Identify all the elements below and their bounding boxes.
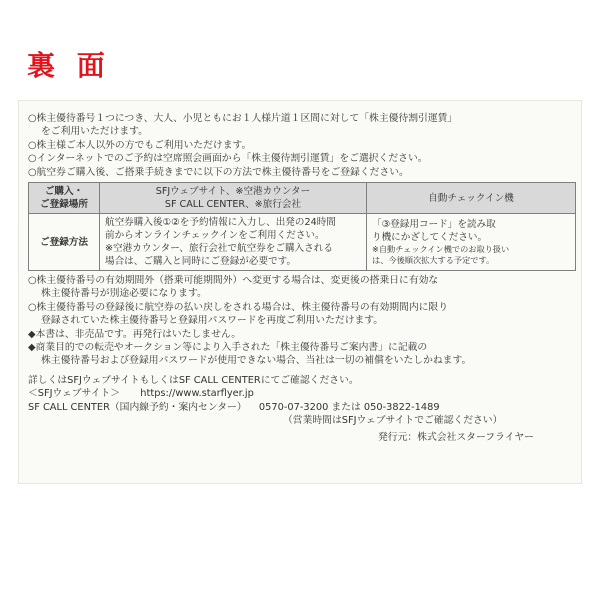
note-line: ○航空券ご購入後、ご搭乗手続きまでに以下の方法で株主優待番号をご登録ください。 xyxy=(28,166,409,178)
note-line: ○株主優待番号の有効期間外（搭乗可能期間外）へ変更する場合は、変更後の搭乗日に有効な xyxy=(28,275,439,287)
website-url[interactable]: https://www.starflyer.jp xyxy=(140,388,254,400)
website-label: ＜SFJウェブサイト＞ xyxy=(28,388,121,400)
table-header-row xyxy=(29,183,576,214)
web-counter-method: 航空券購入後①②を予約情報に入力し、出発の24時間 前からオンラインチェックインをご利用ください。 ※空港カウンター、旅行会社で航空券をご購入される 場合は、ご購入と同時にご登録が必要です。 xyxy=(100,214,367,271)
issuer: 発行元：株式会社スターフライヤー xyxy=(378,431,534,443)
note-line: ○インターネットでのご予約は空席照会画面から「株主優待割引運賃」をご選択ください。 xyxy=(28,153,428,165)
note-line: ○株主様ご本人以外の方でもご利用いただけます。 xyxy=(28,139,252,151)
call-center-numbers: 0570-07-3200 または 050-3822-1489 xyxy=(258,401,440,413)
note-line: 株主優待番号および登録用パスワードが使用できない場合、当社は一切の補償をいたしかねます。 xyxy=(41,355,472,367)
registration-table xyxy=(28,182,576,271)
purchase-place-header: ご購入・ ご登録場所 xyxy=(29,183,100,214)
registration-method-label: ご登録方法 xyxy=(29,214,100,271)
call-center-label: SF CALL CENTER（国内線予約・案内センター） xyxy=(28,401,247,413)
website-line xyxy=(28,387,576,400)
ticket-back-content xyxy=(28,112,576,444)
note-line: 登録されていた株主優待番号と登録用パスワードを再度ご利用いただけます。 xyxy=(41,315,384,327)
note-line: ◆本書は、非売品です。再発行はいたしません。 xyxy=(28,328,242,340)
call-center-line xyxy=(28,401,576,414)
web-counter-header: SFJウェブサイト、※空港カウンター SF CALL CENTER、※旅行会社 xyxy=(100,183,367,214)
note-line: ○株主優待番号１つにつき、大人、小児ともにお１人様片道１区間に対して「株主優待割引運賃」 xyxy=(28,113,458,124)
table-row xyxy=(29,214,576,271)
kiosk-method: 「③登録用コード」を読み取 り機にかざしてください。 ※自動チェックイン機でのお取り扱い は、今後順次拡大する予定です。 xyxy=(367,214,576,271)
page-heading: 裏 面 xyxy=(27,49,111,82)
call-center-hours: （営業時間はSFJウェブサイトでご確認ください） xyxy=(283,415,503,427)
note-line: ◆商業目的での転売やオークション等により入手された「株主優待番号ご案内書」に記載の xyxy=(28,342,428,354)
note-line: をご利用いただけます。 xyxy=(41,126,148,138)
note-line: 株主優待番号が別途必要になります。 xyxy=(41,288,207,300)
note-line: ○株主優待番号の登録後に航空券の払い戻しをされる場合は、株主優待番号の有効期間内に限り xyxy=(28,301,449,313)
kiosk-header: 自動チェックイン機 xyxy=(367,183,576,214)
footer-info: 詳しくはSFJウェブサイトもしくはSF CALL CENTERにてご確認ください。 xyxy=(28,374,359,386)
